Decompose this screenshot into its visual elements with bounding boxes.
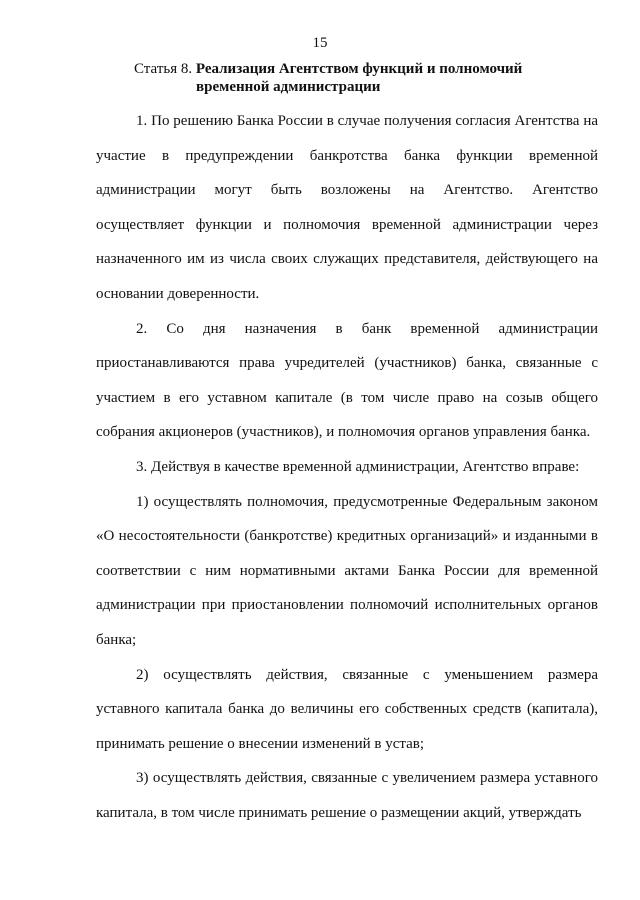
article-title-line2: временной администрации: [196, 79, 381, 95]
page-number: 15: [312, 35, 328, 51]
article-title: [134, 60, 574, 96]
list-item-1: 1) осуществлять полномочия, предусмотренные Федеральным законом «О несостоятельности (банкротстве) кредитных организаций» и изданными в соответствии с ним нормативными актами Банка России для временной администрации при приостановлении полномочий исполнительных органов банка;: [96, 493, 598, 648]
paragraph-3: 3. Действуя в качестве временной администрации, Агентство вправе:: [136, 458, 580, 475]
list-item-2: 2) осуществлять действия, связанные с уменьшением размера уставного капитала банка до величины его собственных средств (капитала), принимать решение о внесении изменений в устав;: [96, 666, 598, 752]
paragraph-1: 1. По решению Банка России в случае получения согласия Агентства на участие в предупреждении банкротства банка функции временной администрации могут быть возложены на Агентство. Агентство осуществляет функции и полномочия временной администрации через назначенного им из числа своих служащих представителя, действующего на основании доверенности.: [96, 113, 598, 302]
document-body: [96, 104, 598, 830]
paragraph-2: 2. Со дня назначения в банк временной администрации приостанавливаются права учредителей (участников) банка, связанные с участием в его уставном капитале (в том числе право на созыв общего собрания акционеров (участников), и полномочия органов управления банка.: [96, 320, 598, 441]
article-prefix: Статья 8.: [134, 61, 193, 77]
article-title-line1: Реализация Агентством функций и полномочий: [195, 61, 523, 77]
list-item-3: 3) осуществлять действия, связанные с увеличением размера уставного капитала, в том числе принимать решение о размещении акций, утверждать: [96, 770, 598, 821]
